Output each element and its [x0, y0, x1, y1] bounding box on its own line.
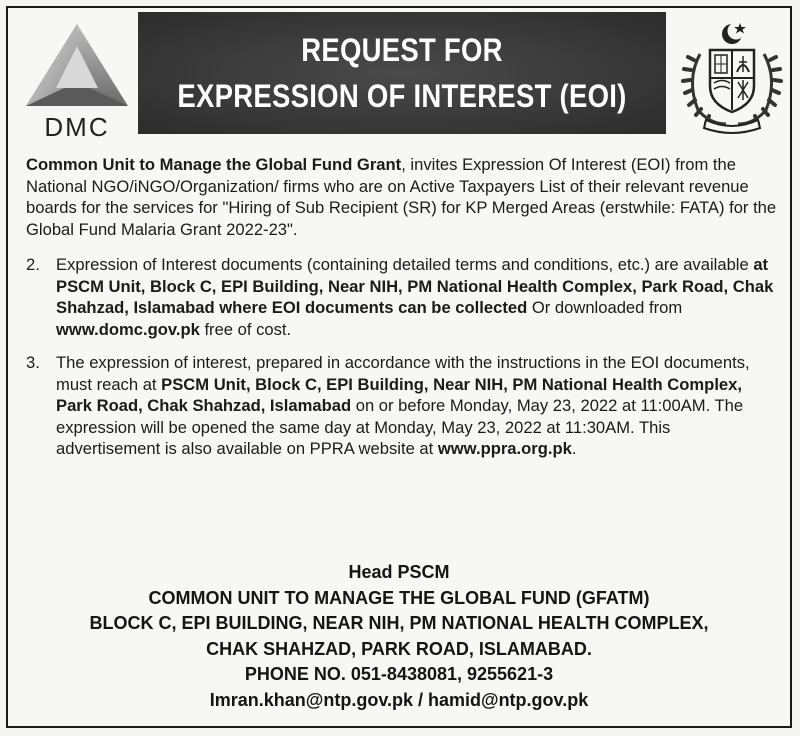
para3-text-c: . — [571, 439, 577, 458]
para2-text-a: Expression of Interest documents (containing detailed terms and conditions, etc.) are available — [56, 255, 754, 274]
government-emblem-icon — [680, 20, 784, 136]
intro-rest: , invites Expression Of Interest (EOI) from the National NGO/iNGO/Organization/ firms who are on Active Taxpayers List of their relevant revenue boards for the services for "Hiring of Sub Recipient (SR) for KP Merged Areas (erstwhile: FATA) for the Global Fund Malaria Grant 2022-23". — [26, 155, 777, 239]
paragraph-text — [56, 352, 778, 460]
logo-text: DMC — [44, 112, 110, 142]
title-line-2: EXPRESSION OF INTEREST (EOI) — [177, 78, 627, 114]
footer-address-line-2: CHAK SHAHZAD, PARK ROAD, ISLAMABAD. — [206, 638, 592, 659]
footer-role: Head PSCM — [348, 562, 450, 582]
advertisement-page — [6, 6, 792, 728]
para3-location: PSCM Unit, Block C, EPI Building, Near NIH, PM National Health Complex, Park Road, Chak Shahzad, Islamabad — [56, 374, 742, 415]
triangle-logo-icon — [18, 16, 136, 112]
title-banner — [138, 12, 666, 134]
paragraph-2 — [26, 254, 778, 340]
para3-text-a: The expression of interest, prepared in accordance with the instructions in the EOI documents, must reach at — [56, 353, 750, 394]
contact-footer — [8, 560, 790, 713]
para2-website: www.domc.gov.pk — [56, 319, 200, 339]
footer-address-line-1: BLOCK C, EPI BUILDING, NEAR NIH, PM NATIONAL HEALTH COMPLEX, — [89, 613, 709, 633]
para3-website: www.ppra.org.pk — [437, 439, 572, 458]
para2-text-c: free of cost. — [199, 319, 292, 339]
paragraph-number: 3. — [26, 353, 40, 372]
paragraph-number: 2. — [26, 255, 40, 274]
notice-body — [26, 154, 778, 472]
paragraph-text — [56, 254, 778, 340]
para2-location: at PSCM Unit, Block C, EPI Building, Near NIH, PM National Health Complex, Park Road, Chak Shahzad, Islamabad where EOI documents can be collected — [56, 255, 774, 317]
footer-emails: Imran.khan@ntp.gov.pk / hamid@ntp.gov.pk — [209, 689, 589, 710]
paragraph-3 — [26, 352, 778, 460]
para2-text-b: Or downloaded from — [527, 298, 683, 317]
para3-text-b: on or before Monday, May 23, 2022 at 11:00AM. The expression will be opened the same day at Monday, May 23, 2022 at 11:30AM. This advertisement is also available on PPRA website at — [56, 396, 744, 458]
footer-phone: PHONE NO. 051-8438081, 9255621-3 — [244, 664, 554, 684]
intro-paragraph — [26, 154, 778, 240]
title-line-1: REQUEST FOR — [301, 32, 503, 68]
header — [8, 8, 790, 144]
footer-organization: COMMON UNIT TO MANAGE THE GLOBAL FUND (GFATM) — [148, 587, 650, 608]
dmc-logo — [18, 16, 136, 140]
intro-lead: Common Unit to Manage the Global Fund Grant — [26, 155, 402, 174]
